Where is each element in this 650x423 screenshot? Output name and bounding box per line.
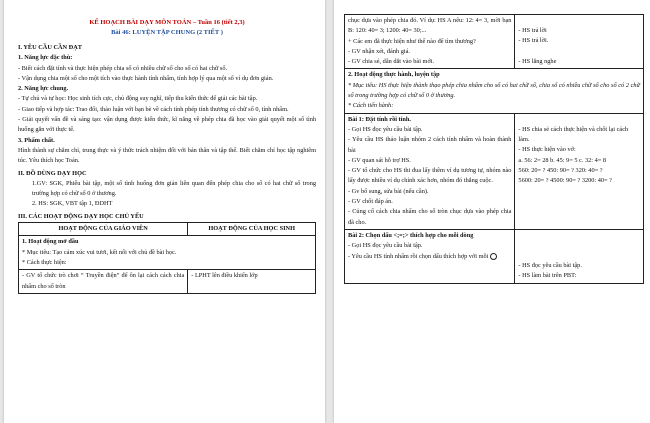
- table-cell-student: [515, 15, 644, 69]
- paragraph: - Giao tiếp và hợp tác: Trao đổi, thảo luận với bạn bè về cách tính phép tính thương có chữ số 0, tính nhẩm.: [18, 105, 289, 113]
- table-row: [19, 236, 316, 270]
- cell-line: - GV chia sẻ, dẫn dắt vào bài mới.: [348, 58, 435, 66]
- cell-line: [348, 252, 511, 262]
- table-cell: [19, 236, 316, 270]
- table-header-student: HOẠT ĐỘNG CỦA HỌC SINH: [188, 223, 316, 236]
- exercise-heading: Bài 1: Đặt tính rồi tính.: [348, 115, 411, 123]
- paragraph: Hình thành sự chăm chỉ, trung thực và ý thức trách nhiệm đối với bản thân và tập thể. Biết chăm chỉ học tập nghiêm túc. Yêu thích học Toán.: [18, 146, 316, 165]
- cell-line: - HS chia sẻ cách thực hiện và chốt lại cách làm.: [518, 125, 629, 143]
- table-row: [345, 69, 644, 113]
- table-row: [345, 15, 644, 69]
- cell-line: - Củng cố cách chia nhẩm cho số tròn chục dựa vào phép chia đã cho.: [348, 208, 512, 226]
- cell-line: - GV nhận xét, đánh giá.: [348, 47, 410, 55]
- table-cell: [345, 69, 644, 113]
- activities-table: [18, 222, 316, 294]
- general-competence-heading: 2. Năng lực chung.: [18, 85, 69, 93]
- table-row: [345, 113, 644, 229]
- activity-heading: 2. Hoạt động thực hành, luyện tập: [348, 71, 440, 79]
- activity-goal: * Mục tiêu: HS thực hiện thành thạo phép chia nhẩm cho số có hai chữ số, chia số có nhiều chữ số cho số có 2 chữ số trong trường hợp có chữ số 0 ở thương.: [348, 81, 640, 100]
- table-cell-student: - LPHT lên điều khiển lớp: [188, 270, 316, 294]
- table-row: [345, 229, 644, 283]
- cell-line: - HS lắng nghe: [518, 57, 557, 65]
- section-objectives-heading: I. YÊU CẦU CẦN ĐẠT: [18, 44, 82, 51]
- page-right-content: [344, 14, 644, 284]
- cell-line: a. 56: 2= 28 b. 45: 9= 5 c. 32: 4= 8: [518, 156, 607, 164]
- table-cell-teacher: - GV tổ chức trò chơi “ Truyền điện” để ôn lại cách cách chia nhẩm cho số tròn: [19, 270, 188, 294]
- cell-line: 560: 20= ? 450: 90= ? 320: 40= ?: [518, 166, 603, 174]
- cell-line: - Gv bổ sung, sửa bài (nếu cần).: [348, 187, 429, 195]
- exercise-heading: Bài 2: Chọn dấu <;=;> thích hợp cho mỗi dòng: [348, 231, 474, 239]
- cell-line: chục dựa vào phép chia đó. Ví dụ: HS A nêu: 12: 4= 3, mời bạn B: 120: 40= 3; 1200: 40= 30;...: [348, 17, 512, 35]
- table-cell-student: [515, 229, 644, 283]
- cell-line: 5600: 20= ? 4500: 90= ? 3200: 40= ?: [518, 177, 612, 185]
- activity-method: * Cách tiến hành:: [348, 102, 394, 110]
- cell-line: - GV quan sát hỗ trợ HS.: [348, 156, 411, 164]
- circle-icon: [490, 253, 497, 260]
- cell-line: - HS trả lời.: [518, 37, 549, 45]
- qualities-heading: 3. Phẩm chất.: [18, 136, 55, 144]
- cell-line: - Yêu cầu HS thảo luận nhóm 2 cách tính nhẩm và hoàn thành bài: [348, 136, 512, 154]
- table-cell-teacher: [345, 229, 515, 283]
- paragraph: - Biết cách đặt tính và thực hiện phép chia số có nhiều chữ số cho số có hai chữ số.: [18, 64, 228, 72]
- cell-line: - GV chốt đáp án.: [348, 198, 393, 206]
- table-header-row: [19, 223, 316, 236]
- paragraph: 2. HS: SGK, VBT tập 1, ĐDHT: [32, 200, 113, 208]
- table-cell-teacher: [345, 15, 515, 69]
- activity-method: * Cách thực hiện:: [22, 258, 67, 266]
- document-page-left: [4, 0, 325, 423]
- lesson-plan-title: KẾ HOẠCH BÀI DẠY MÔN TOÁN – Tuần 16 (tiết 2,3): [89, 19, 245, 26]
- section-materials-heading: II. ĐỒ DÙNG DẠY HỌC: [18, 169, 87, 177]
- table-row: [19, 270, 316, 294]
- paragraph: 1.GV: SGK, Phiếu bài tập, một số tình huống đơn giản liên quan đến phép chia cho số có hai chữ số trong trường hợp có chữ số 0 ở thương.: [32, 179, 316, 198]
- cell-line: - GV tổ chức cho HS thi đua lấy thêm ví dụ tương tự, nhóm nào lấy được nhiều ví dụ chính xác hơn, nhóm đó thắng cuộc.: [348, 167, 512, 185]
- specific-competence-heading: 1. Năng lực đặc thù:: [18, 54, 73, 62]
- lesson-subtitle: Bài 46: LUYỆN TẬP CHUNG (2 TIẾT ): [111, 29, 223, 36]
- cell-line: + Các em đã thực hiện như thế nào để tìm thương?: [348, 37, 476, 45]
- paragraph: - Tự chủ và tự học: Học sinh tích cực, chủ động suy nghĩ, tiếp thu kiến thức để giải các bài tập.: [18, 95, 258, 103]
- cell-line: - HS trả lời: [518, 27, 547, 34]
- page-left-content: [18, 18, 316, 294]
- cell-line: - Gọi HS đọc yêu cầu bài tập.: [348, 125, 423, 133]
- section-activities-heading: III. CÁC HOẠT ĐỘNG DẠY HỌC CHỦ YẾU: [18, 212, 144, 220]
- document-page-right: [334, 0, 650, 423]
- cell-line: - HS đọc yêu cầu bài tập.: [518, 261, 582, 269]
- table-cell-teacher: [345, 113, 515, 229]
- table-header-teacher: HOẠT ĐỘNG CỦA GIÁO VIÊN: [19, 223, 188, 236]
- cell-line: - HS làm bài trên PBT:: [518, 272, 577, 280]
- paragraph: - Vận dụng chia một số cho một tích vào thực hành tính nhẩm, tính hợp lý qua một số ví dụ đơn giản.: [18, 74, 274, 82]
- table-cell-student: [515, 113, 644, 229]
- cell-line: - Gọi HS đọc yêu cầu bài tập.: [348, 242, 423, 250]
- paragraph: - Giải quyết vấn đề và sáng tạo: vận dụng được kiến thức, kĩ năng về phép chia đã học vào giải quyết một số tình huống gắn với thực tế.: [18, 116, 316, 134]
- cell-text: - Yêu cầu HS tính nhẩm rồi chọn dấu thích hợp với mỗi: [348, 252, 489, 260]
- activity-heading: 1. Hoạt động mở đầu: [22, 238, 79, 246]
- activities-table-continued: [344, 14, 644, 284]
- activity-goal: * Mục tiêu: Tạo cảm xúc vui tươi, kết nối với chủ đề bài học.: [22, 248, 177, 256]
- cell-line: - HS thực hiện vào vở:: [518, 146, 576, 154]
